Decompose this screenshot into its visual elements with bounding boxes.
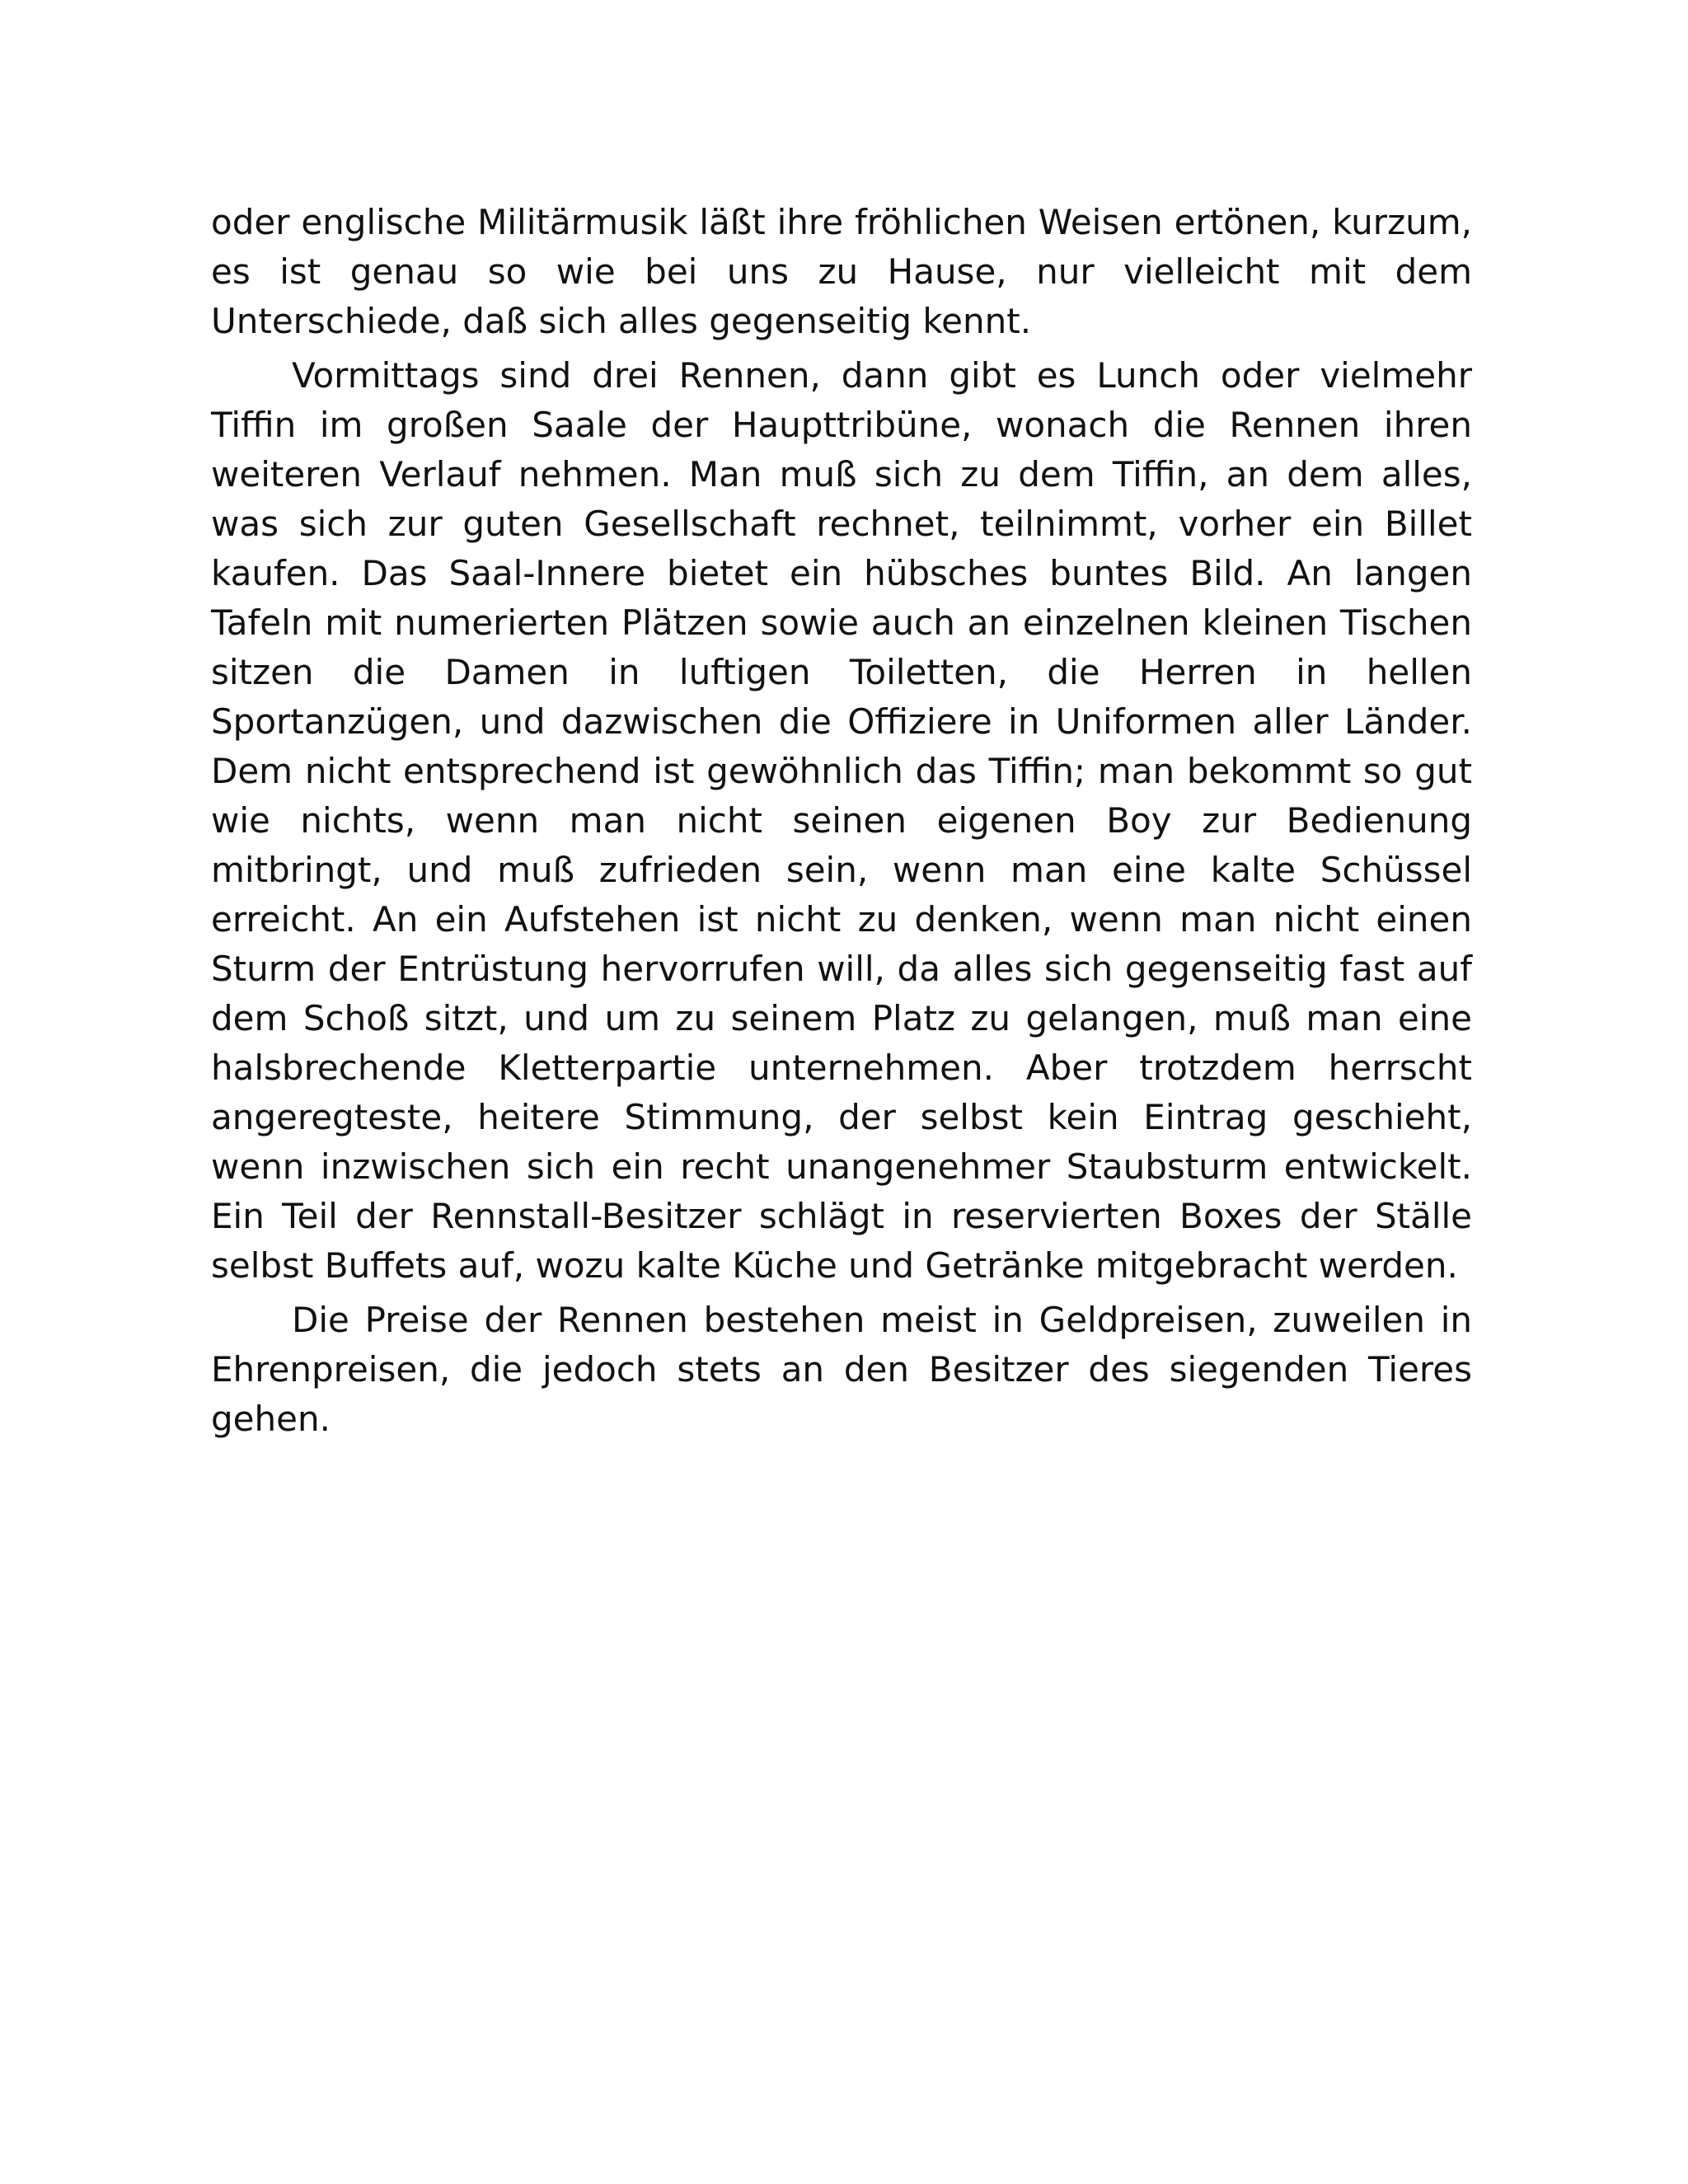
- body-text: [211, 198, 1472, 1444]
- paragraph-prizes: Die Preise der Rennen bestehen meist in Geldpreisen, zuweilen in Ehrenpreisen, die jedoch stets an den Besitzer des siegenden Tieres gehen.: [211, 1300, 1472, 1439]
- paragraph-continued: oder englische Militärmusik läßt ihre fröhlichen Weisen ertönen, kurzum, es ist genau so wie bei uns zu Hause, nur vielleicht mit dem Unterschiede, daß sich alles gegenseitig kennt.: [211, 202, 1472, 341]
- paragraph-tiffin: Vormittags sind drei Rennen, dann gibt es Lunch oder vielmehr Tiffin im großen Saale der Haupttribüne, wonach die Rennen ihren weiteren Verlauf nehmen. Man muß sich zu dem Tiffin, an dem alles, was sich zur guten Gesellschaft rechnet, teilnimmt, vorher ein Billet kaufen. Das Saal-Innere bietet ein hübsches buntes Bild. An langen Tafeln mit numerierten Plätzen sowie auch an einzelnen kleinen Tischen sitzen die Damen in luftigen Toiletten, die Herren in hellen Sportanzügen, und dazwischen die Offiziere in Uniformen aller Länder. Dem nicht entsprechend ist gewöhnlich das Tiffin; man bekommt so gut wie nichts, wenn man nicht seinen eigenen Boy zur Bedienung mitbringt, und muß zufrieden sein, wenn man eine kalte Schüssel erreicht. An ein Aufstehen ist nicht zu denken, wenn man nicht einen Sturm der Entrüstung hervorrufen will, da alles sich gegenseitig fast auf dem Schoß sitzt, und um zu seinem Platz zu gelangen, muß man eine halsbrechende Kletterpartie unternehmen. Aber trotzdem herrscht angeregteste, heitere Stimmung, der selbst kein Eintrag geschieht, wenn inzwischen sich ein recht unangenehmer Staubsturm entwickelt. Ein Teil der Rennstall-Besitzer schlägt in reservierten Boxes der Ställe selbst Buffets auf, wozu kalte Küche und Getränke mitgebracht werden.: [211, 355, 1472, 1286]
